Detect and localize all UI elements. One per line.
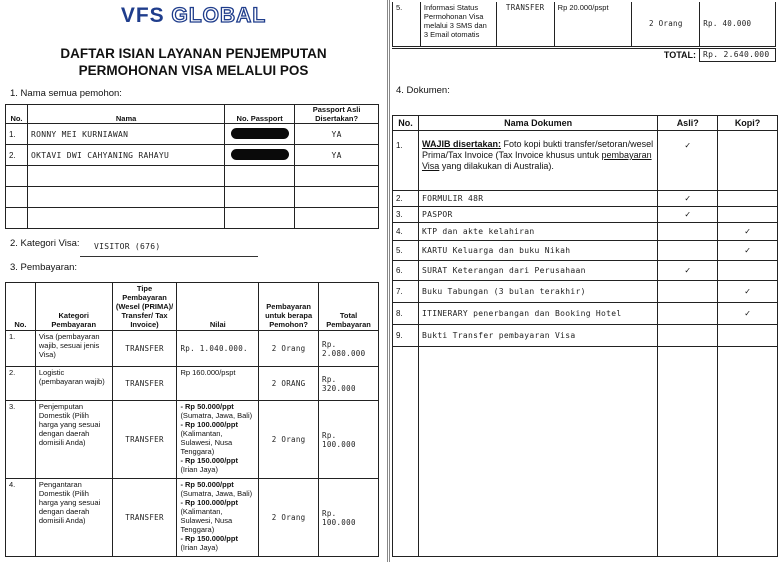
price-option-3: - Rp 150.000/ppt [180,534,238,543]
passport-redacted [225,124,295,145]
form-title [0,45,387,79]
col-no: No. [393,116,419,131]
row-berapa[interactable]: 2 Orang [259,401,319,479]
row-berapa[interactable]: 2 ORANG [259,367,319,401]
price-option-1: - Rp 50.000/ppt [180,480,234,489]
col-no: No. [6,283,36,331]
table-row [393,347,778,557]
price-option-1: - Rp 50.000/ppt [180,402,234,411]
row-no: 1. [393,131,419,191]
row-total[interactable]: Rp. 100.000 [319,479,379,557]
section-1-heading: 1. Nama semua pemohon: [10,88,122,99]
table-row [393,131,778,191]
price-option-3-region: (Irian Jaya) [180,465,218,474]
row-no: 9. [393,325,419,347]
wajib-text-2: yang dilakukan di Australia). [439,161,554,171]
visa-category-value: VISITOR (676) [94,242,161,251]
payment-header-row [6,283,379,331]
price-option-3-region: (Irian Jaya) [180,543,218,552]
applicants-table [5,104,379,229]
payment-table-continued [392,2,776,47]
left-page [0,0,388,562]
row-berapa[interactable]: 2 Orang [632,2,700,46]
section-2-heading: 2. Kategori Visa: [10,238,80,249]
row-kopi-check[interactable]: ✓ [718,303,778,325]
section-3-heading: 3. Pembayaran: [10,262,78,273]
col-berapa: Pembayaran untuk berapa Pemohon? [259,283,319,331]
row-asli-check[interactable]: ✓ [658,261,718,281]
row-total[interactable]: Rp. 320.000 [319,367,379,401]
row-asli-check[interactable] [658,347,718,557]
table-row [6,124,379,145]
row-nama-dokumen [418,131,657,191]
logo-vfs: VFS [120,4,165,27]
row-asli-check[interactable] [658,281,718,303]
table-row [393,207,778,223]
row-no: 3. [393,207,419,223]
col-no: No. [6,105,28,124]
col-kopi: Kopi? [718,116,778,131]
row-nama-dokumen[interactable]: KTP dan akte kelahiran [418,223,657,241]
row-no: 7. [393,281,419,303]
total-row [392,48,776,62]
table-row-empty [6,187,379,208]
row-nama-dokumen[interactable]: Bukti Transfer pembayaran Visa [418,325,657,347]
row-tipe[interactable]: TRANSFER [112,401,177,479]
row-no: 2. [6,367,36,401]
applicant-name[interactable]: OKTAVI DWI CAHYANING RAHAYU [27,145,224,166]
row-no: 8. [393,303,419,325]
row-kategori: Pengantaran Domestik (Pilih harga yang sesuai dengan daerah domisili Anda) [35,479,112,557]
documents-header-row [393,116,778,131]
row-tipe[interactable]: TRANSFER [496,2,554,46]
row-berapa[interactable]: 2 Orang [259,331,319,367]
row-no: 6. [393,261,419,281]
table-row [393,261,778,281]
row-kategori: Informasi Status Permohonan Visa melalui 3 SMS dan 3 Email otomatis [420,2,496,46]
col-kategori: Kategori Pembayaran [35,283,112,331]
col-total: Total Pembayaran [319,283,379,331]
row-nama-dokumen[interactable]: FORMULIR 48R [418,191,657,207]
col-nama-dokumen: Nama Dokumen [418,116,657,131]
logo-global: GLOBAL [171,4,267,27]
row-tipe[interactable]: TRANSFER [112,479,177,557]
row-total[interactable]: Rp. 40.000 [700,2,776,46]
section-4-heading: 4. Dokumen: [396,85,450,96]
row-asli-check[interactable]: ✓ [658,207,718,223]
row-total[interactable]: Rp. 100.000 [319,401,379,479]
col-asli: Asli? [658,116,718,131]
col-passport-asli: Passport Asli Disertakan? [295,105,379,124]
row-no: 1. [6,124,28,145]
table-row [6,331,379,367]
row-kopi-check[interactable] [718,261,778,281]
row-no [393,347,419,557]
table-row [393,303,778,325]
price-option-2: - Rp 100.000/ppt [180,420,238,429]
row-asli-check[interactable]: ✓ [658,131,718,191]
row-kopi-check[interactable] [718,207,778,223]
row-nilai [177,401,259,479]
row-kategori: Visa (pembayaran wajib, sesuai jenis Visa) [35,331,112,367]
row-no: 2. [6,145,28,166]
row-kopi-check[interactable] [718,325,778,347]
row-nilai: Rp 20.000/pspt [554,2,632,46]
right-page [389,0,779,562]
col-passport: No. Passport [225,105,295,124]
row-kopi-check[interactable]: ✓ [718,281,778,303]
row-asli-check[interactable] [658,303,718,325]
price-option-3: - Rp 150.000/ppt [180,456,238,465]
row-kategori: Logistic (pembayaran wajib) [35,367,112,401]
table-row-empty [6,208,379,229]
row-nama-dokumen[interactable]: SURAT Keterangan dari Perusahaan [418,261,657,281]
row-no: 4. [393,223,419,241]
row-kopi-check[interactable] [718,191,778,207]
row-nama-dokumen[interactable]: PASPOR [418,207,657,223]
price-option-2-region: (Kalimantan, Sulawesi, Nusa Tenggara) [180,429,233,456]
row-nama-dokumen[interactable]: ITINERARY penerbangan dan Booking Hotel [418,303,657,325]
col-nilai: Nilai [177,283,259,331]
passport-asli-value[interactable]: YA [295,145,379,166]
row-kopi-check[interactable]: ✓ [718,223,778,241]
row-asli-check[interactable]: ✓ [658,191,718,207]
table-row-empty [6,166,379,187]
row-kopi-check[interactable] [718,131,778,191]
row-no: 5. [393,241,419,261]
row-berapa[interactable]: 2 Orang [259,479,319,557]
applicants-header-row [6,105,379,124]
row-no: 3. [6,401,36,479]
row-kopi-check[interactable]: ✓ [718,241,778,261]
total-value[interactable]: Rp. 2.640.000 [700,49,776,62]
passport-redacted [225,145,295,166]
redaction-blot [231,149,289,160]
redaction-blot [231,128,289,139]
row-kopi-check[interactable] [718,347,778,557]
wajib-text-1: Foto kopi bukti transfer/setoran/wesel Prima/Tax Invoice (Tax Invoice khusus untuk [421,139,654,160]
price-option-2: - Rp 100.000/ppt [180,498,238,507]
row-total[interactable]: Rp. 2.080.000 [319,331,379,367]
col-tipe: Tipe Pembayaran (Wesel (PRIMA)/ Transfer/ Tax Invoice) [112,283,177,331]
applicant-name[interactable]: RONNY MEI KURNIAWAN [27,124,224,145]
row-tipe[interactable]: TRANSFER [112,367,177,401]
table-row [6,367,379,401]
table-row [393,281,778,303]
passport-asli-value[interactable]: YA [295,124,379,145]
table-row [393,191,778,207]
title-line-2: PERMOHONAN VISA MELALUI POS [78,63,309,78]
row-no: 2. [393,191,419,207]
total-label: TOTAL: [392,49,700,62]
table-row [6,145,379,166]
wajib-label: WAJIB disertakan: [421,139,501,149]
table-row [393,2,776,46]
row-kategori: Penjemputan Domestik (Pilih harga yang sesuai dengan daerah domisili Anda) [35,401,112,479]
visa-category-field[interactable] [80,242,258,257]
row-asli-check[interactable] [658,223,718,241]
row-nama-dokumen[interactable]: Buku Tabungan (3 bulan terakhir) [418,281,657,303]
price-option-2-region: (Kalimantan, Sulawesi, Nusa Tenggara) [180,507,233,534]
row-no: 5. [393,2,421,46]
payment-table [5,282,379,557]
table-row [6,479,379,557]
row-tipe[interactable]: TRANSFER [112,331,177,367]
vfs-global-logo [0,4,387,28]
col-nama: Nama [27,105,224,124]
documents-table [392,115,778,557]
row-nilai[interactable]: Rp. 1.040.000. [177,331,259,367]
row-no: 1. [6,331,36,367]
wajib-underlined: pembayaran Visa [421,150,652,171]
price-option-1-region: (Sumatra, Jawa, Bali) [180,489,253,498]
row-asli-check[interactable] [658,241,718,261]
row-nilai [177,479,259,557]
price-option-1-region: (Sumatra, Jawa, Bali) [180,411,253,420]
row-no: 4. [6,479,36,557]
row-asli-check[interactable] [658,325,718,347]
title-line-1: DAFTAR ISIAN LAYANAN PENJEMPUTAN [60,46,327,61]
table-row [6,401,379,479]
row-nama-dokumen[interactable] [418,347,657,557]
table-row [393,241,778,261]
row-nilai: Rp 160.000/pspt [177,367,259,401]
table-row [393,223,778,241]
row-nama-dokumen[interactable]: KARTU Keluarga dan buku Nikah [418,241,657,261]
table-row [393,325,778,347]
